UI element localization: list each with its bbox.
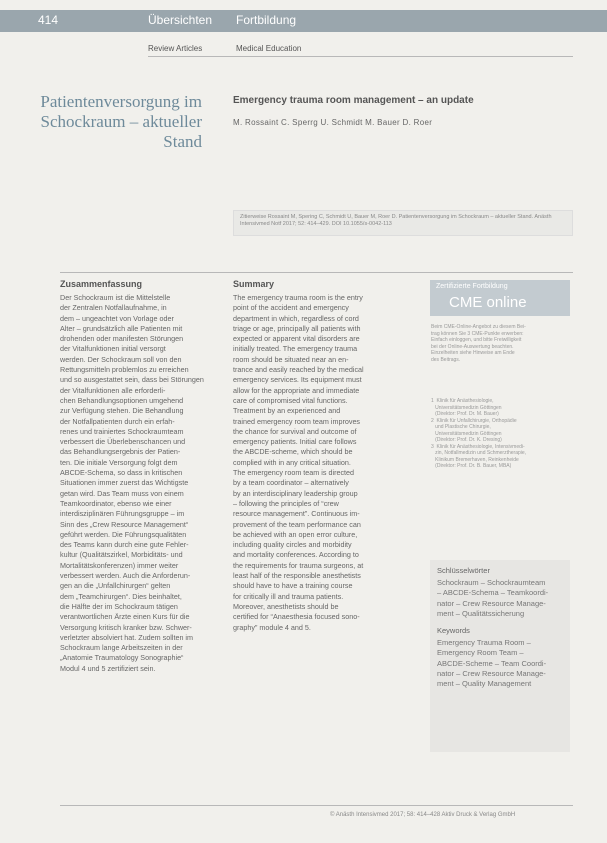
summary-en-line: room should be situated near an en- [233, 354, 349, 364]
cme-intro-line: trag können Sie 3 CME-Punkte erwerben: [431, 330, 524, 337]
keyword-en-line: Emergency Trauma Room – [437, 638, 531, 647]
keywords-de-title: Schlüsselwörter [437, 566, 490, 575]
keywords-en-title: Keywords [437, 626, 470, 635]
abstract-de-line: das Behandlungsergebnis der Patien- [60, 447, 181, 457]
header-bar [0, 10, 607, 32]
german-title-line: Patientenversorgung im [40, 92, 202, 111]
abstract-de-line: die Hälfte der im Schockraum tätigen [60, 601, 178, 611]
category-label: Fortbildung [236, 13, 297, 27]
abstract-de-line: der Vitalfunktionen initial versorgt [60, 344, 166, 354]
abstract-de-line: Versorgung kritisch kranker bzw. Schwer- [60, 622, 192, 632]
summary-en-line: initially treated. The emergency trauma [233, 344, 358, 354]
abstract-de-line: ten. Die initiale Versorgung folgt dem [60, 457, 178, 467]
summary-en-line: department in which, regardless of cord [233, 313, 359, 323]
abstract-de-line: Modul 4 und 5 zertifiziert sein. [60, 663, 156, 673]
abstract-de-line: Mortalitätskonferenzen) immer weiter [60, 560, 179, 570]
summary-en-line: care of compromised vital functions. [233, 395, 348, 405]
cme-label: Zertifizierte Fortbildung [436, 283, 508, 290]
abstract-de-line: ABCDE-Schema, so dass in kritischen [60, 468, 183, 478]
cme-intro-line: des Beitrags. [431, 356, 461, 363]
german-title-line: Schockraum – aktueller [40, 112, 202, 131]
summary-en-line: should have to have a training course [233, 581, 353, 591]
affiliation-line: 2 Klinik für Unfallchirurgie, Orthopädie [431, 417, 517, 424]
summary-en-line: least half of the responsible anesthetists [233, 571, 361, 581]
abstract-de-line: kultur (Qualitätszirkel, Morbiditäts- und [60, 550, 183, 560]
abstract-de-body [60, 293, 208, 674]
abstract-de-line: verbessert die Überlebenschancen und [60, 437, 186, 447]
citation-box: Zitierweise Rossaint M, Spering C, Schmidt U, Bauer M, Roer D. Patientenversorgung im Schockraum – aktueller Stand. Anästh Intensivmed Notf 2017; 52: 414–429. DOI 10.1055/s-0042-113 [233, 210, 573, 236]
abstract-de-line: gen an die „Unfallchirurgen“ gelten [60, 581, 171, 591]
summary-en-line: trained emergency room team improves [233, 416, 361, 426]
summary-en-line: The emergency trauma room is the entry [233, 293, 363, 302]
summary-en-line: certified for “Anaesthesia focused sono- [233, 612, 360, 622]
abstract-de-line: verbessert werden. Auch die Anforderun- [60, 571, 191, 581]
summary-en-line: emergency patients. Initial care follows [233, 437, 357, 447]
summary-en-line: including quality circles and morbidity [233, 540, 352, 550]
affiliation-line: (Direktor: Prof. Dr. M. Bauer) [431, 411, 499, 417]
abstract-de-line: verletzter absolviert hat. Zudem sollten im [60, 632, 194, 642]
summary-en-line: by an interdisciplinary leadership group [233, 488, 358, 498]
footer-rule [60, 805, 573, 806]
footer-citation: © Anästh Intensivmed 2017; 58: 414–428 Aktiv Druck & Verlag GmbH [330, 812, 516, 818]
affiliation-line: und Plastische Chirurgie, [431, 424, 491, 430]
header-rule [148, 56, 573, 57]
abstract-de-line: Sinn des „Crew Resource Management“ [60, 519, 189, 529]
summary-en-line: provement of the team performance can [233, 519, 361, 529]
abstract-de-line: Rettungsmitteln problemlos zu erreichen [60, 365, 189, 375]
summary-en-line: by a team coordinator – alternatively [233, 478, 349, 488]
summary-en-line: triage or age, principally all patients with [233, 323, 361, 333]
abstract-de-line: verantwortlichen Ärzte einen Kurs für die [60, 612, 190, 622]
section-label: Übersichten [148, 13, 213, 27]
summary-en-body [233, 293, 413, 633]
affiliation-line: Klinikum Bremerhaven, Reinkenheide [431, 456, 519, 463]
abstract-de-line: Alter – grundsätzlich alle Patienten mit [60, 323, 183, 333]
cme-intro-line: Einzelheiten siehe Hinweise am Ende [431, 350, 515, 356]
keyword-de-line: ment – Qualitätssicherung [437, 608, 525, 618]
summary-en-line: The emergency room team is directed [233, 468, 355, 478]
summary-en-line: emergency services. Its equipment must [233, 375, 362, 385]
keywords-en [437, 638, 569, 689]
abstract-de-line: getan wird. Das Team muss von einem [60, 488, 184, 498]
subsection-right: Medical Education [236, 44, 302, 53]
cme-intro-line: Einfach einloggen, und bitte Freiwilligkeit [431, 337, 522, 343]
section-rule [60, 272, 573, 273]
abstract-de-line: drohenden oder manifesten Störungen [60, 334, 184, 344]
keyword-de-line: Schockraum – Schockraumteam [437, 578, 546, 587]
affiliation-line: 1 Klinik für Anästhesiologie, [431, 398, 494, 404]
summary-en-line: and mortality conferences. According to [233, 550, 359, 560]
abstract-de-line: zur Verfügung stehen. Die Behandlung [60, 406, 184, 416]
abstract-de-line: chen Behandlungsoptionen umgehend [60, 395, 184, 405]
abstract-de-line: dem – ungeachtet von Vorlage oder [60, 313, 174, 323]
summary-en-line: be achieved with an open error culture, [233, 529, 358, 539]
summary-en-line: Moreover, anesthetists should be [233, 601, 339, 611]
keyword-en-line: nator – Crew Resource Manage- [437, 668, 546, 678]
summary-en-title: Summary [233, 279, 275, 289]
cme-title: CME online [449, 294, 527, 311]
affiliation-line: Universitätsmedizin Göttingen [431, 404, 502, 411]
abstract-de-line: dem „Teamchirurgen“. Dies beinhaltet, [60, 591, 182, 601]
affiliation-line: zin, Notfallmedizin und Schmerztherapie, [431, 450, 527, 456]
abstract-de-line: der Vitalfunktionen alle erforderli- [60, 385, 166, 395]
abstract-de-line: geführt werden. Die Führungsqualitäten [60, 529, 187, 539]
abstract-de-line: interdisziplinären Führungsgruppe – im [60, 509, 185, 519]
abstract-de-line: „Anatomie Traumatology Sonographie“ [60, 653, 184, 663]
subsection-left: Review Articles [148, 44, 203, 53]
affiliation-line: 3 Klinik für Anästhesiologie, Intensivmedi- [431, 443, 525, 450]
affiliation-line: (Direktor: Prof. Dr. B. Bauer, MBA) [431, 463, 512, 469]
summary-en-line: resource management”. Continuous im- [233, 509, 360, 519]
abstract-de-line: Der Schockraum ist die Mittelstelle [60, 293, 171, 302]
page-number: 414 [38, 13, 59, 27]
summary-en-line: the ABCDE-scheme, which should be [233, 447, 353, 457]
abstract-de-title: Zusammenfassung [60, 279, 143, 289]
abstract-de-line: Situationen immer zuerst das Wichtigste [60, 478, 189, 488]
summary-en-line: expected or apparent vital disorders are [233, 334, 360, 344]
summary-en-line: the chance for survival and outcome of [233, 426, 357, 436]
summary-en-line: graphy” module 4 and 5. [233, 622, 311, 632]
affiliation-line: (Direktor: Prof. Dr. K. Dresing) [431, 437, 502, 443]
cme-intro [431, 324, 571, 363]
english-title: Emergency trauma room management – an update [233, 95, 474, 106]
keyword-en-line: Emergency Room Team – [437, 648, 524, 658]
cme-intro-line: Beim CME-Online-Angebot zu diesem Bei- [431, 324, 526, 330]
affiliations [431, 398, 571, 470]
affiliation-line: Universitätsmedizin Göttingen [431, 430, 502, 437]
abstract-de-line: renes und trainiertes Schockraumteam [60, 426, 184, 436]
keyword-en-line: ABCDE-Scheme – Team Coordi- [437, 658, 547, 668]
keywords-de [437, 578, 569, 619]
keyword-de-line: – ABCDE-Schema – Teamkoordi- [437, 588, 549, 598]
authors: M. Rossaint C. Sperrg U. Schmidt M. Bauer D. Roer [233, 118, 433, 127]
abstract-de-line: der Zentralen Notfallaufnahme, in [60, 303, 167, 313]
summary-en-line: – following the principles of “crew [233, 498, 339, 508]
german-title [32, 92, 202, 152]
abstract-de-line: des Teams kann durch eine gute Fehler- [60, 540, 189, 550]
summary-en-line: for critically ill and trauma patients. [233, 591, 344, 601]
summary-en-line: allow for the appropriate and immediate [233, 385, 360, 395]
abstract-de-line: Schockraum lange Arbeitszeiten in der [60, 643, 183, 653]
summary-en-line: point of the accident and emergency [233, 303, 349, 313]
summary-en-line: the requirements for trauma surgeons, at [233, 560, 364, 570]
german-title-line: Stand [163, 132, 202, 151]
abstract-de-line: Teamkoordinator, ebenso wie einer [60, 498, 172, 508]
summary-en-line: trance and easily reached by the medical [233, 365, 364, 375]
summary-en-line: complied with in any critical situation. [233, 457, 351, 467]
abstract-de-line: und so ausgestattet sein, dass bei Störungen [60, 375, 204, 385]
summary-en-line: Treatment by an experienced and [233, 406, 341, 416]
keyword-de-line: nator – Crew Resource Manage- [437, 598, 546, 608]
abstract-de-line: der Notfallpatienten durch ein erfah- [60, 416, 175, 426]
cme-intro-line: bei der Online-Auswertung beachten. [431, 343, 514, 350]
abstract-de-line: werden. Der Schockraum soll von den [60, 354, 182, 364]
keyword-en-line: ment – Quality Management [437, 679, 532, 689]
